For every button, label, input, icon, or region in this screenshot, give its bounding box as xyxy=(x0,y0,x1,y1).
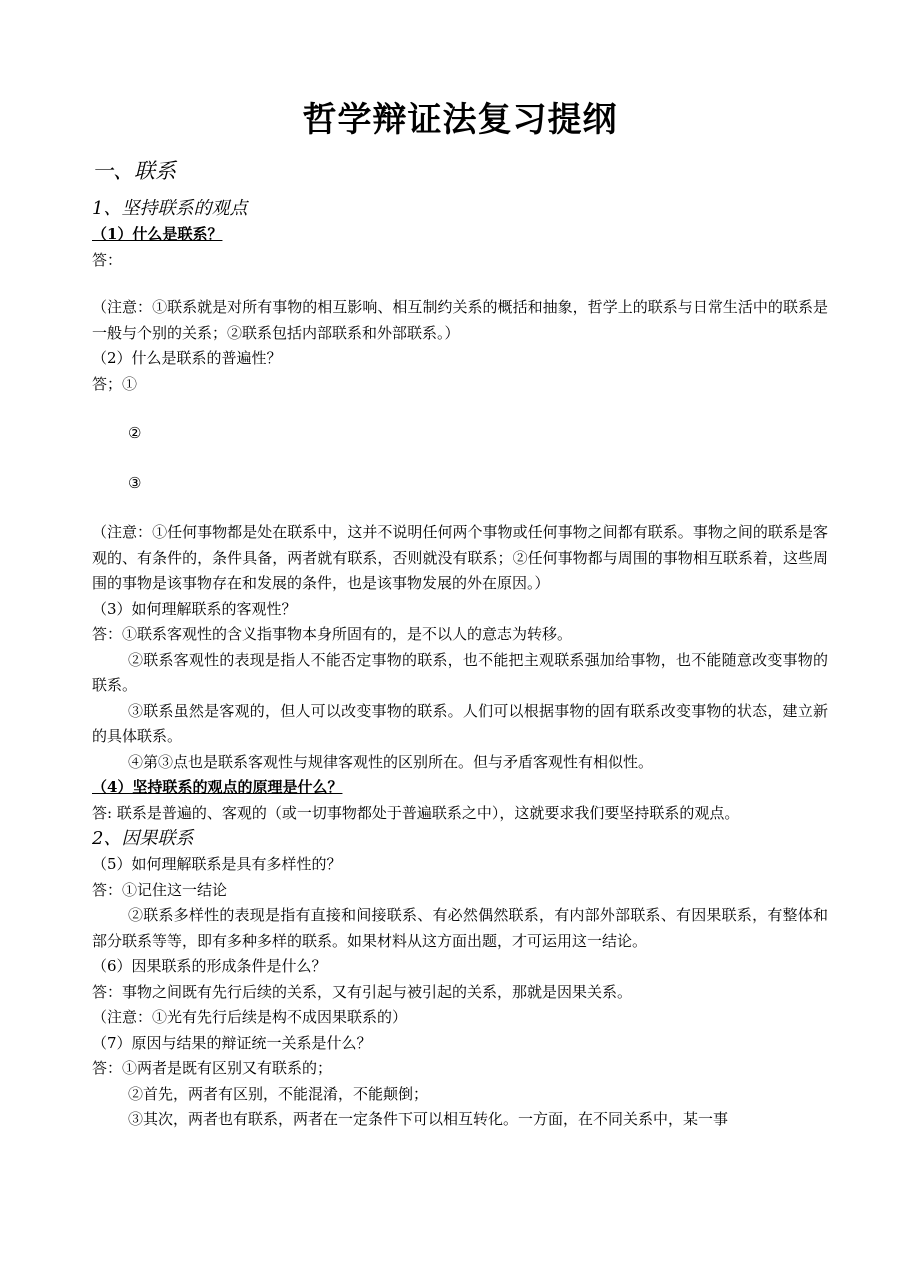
question-1 xyxy=(92,222,828,248)
answer-blank xyxy=(92,273,828,295)
answer-blank xyxy=(92,397,828,421)
answer-2-item-3: ③ xyxy=(128,473,142,492)
answer-7-item-3: ③其次，两者也有联系，两者在一定条件下可以相互转化。一方面，在不同关系中，某一事 xyxy=(128,1110,729,1128)
answer-blank xyxy=(92,447,828,471)
answer-3-item-1: 答：①联系客观性的含义指事物本身所固有的，是不以人的意志为转移。 xyxy=(92,625,573,643)
answer-7-item-2: ②首先，两者有区别，不能混淆，不能颠倒； xyxy=(128,1084,429,1103)
note-6: （注意：①光有先行后续是构不成因果联系的） xyxy=(92,1008,408,1026)
document-title: 哲学辩证法复习提纲 xyxy=(302,100,618,140)
question-4 xyxy=(92,775,828,801)
answer-blank xyxy=(92,496,828,520)
question-6: （6）因果联系的形成条件是什么？ xyxy=(92,957,327,975)
answer-5-item-1: 答：①记住这一结论 xyxy=(92,880,228,899)
document-body xyxy=(92,156,828,1133)
note-2: （注意：①任何事物都是处在联系中，这并不说明任何两个事物或任何事物之间都有联系。事物之间的联系是客观的、有条件的，条件具备，两者就有联系，否则就没有联系；②任何事物都与周围的事物相互联系着，这些周围的事物是该事物存在和发展的条件，也是该事物发展的外在原因。） xyxy=(92,523,828,592)
answer-4: 答: 联系是普遍的、客观的（或一切事物都处于普遍联系之中），这就要求我们要坚持联系的观点。 xyxy=(92,803,740,822)
question-5: （5）如何理解联系是具有多样性的？ xyxy=(92,855,342,873)
question-3: （3）如何理解联系的客观性？ xyxy=(92,599,297,618)
section-heading-connection: 一、联系 xyxy=(92,159,176,183)
answer-6: 答：事物之间既有先行后续的关系，又有引起与被引起的关系，那就是因果关系。 xyxy=(92,982,633,1001)
answer-1: 答： xyxy=(92,250,123,269)
question-4-text: （4）坚持联系的观点的原理是什么？ xyxy=(92,778,343,796)
answer-7-item-1: 答：①两者是既有区别又有联系的； xyxy=(92,1059,333,1077)
answer-5-item-2: ②联系多样性的表现是指有直接和间接联系、有必然偶然联系，有内部外部联系、有因果联系，有整体和部分联系等等，即有多种多样的联系。如果材料从这方面出题，才可运用这一结论。 xyxy=(92,906,828,950)
question-1-text: （1）什么是联系？ xyxy=(92,225,223,243)
question-7: （7）原因与结果的辩证统一关系是什么？ xyxy=(92,1033,372,1052)
answer-3-item-3: ③联系虽然是客观的，但人可以改变事物的联系。人们可以根据事物的固有联系改变事物的状态，建立新的具体联系。 xyxy=(92,701,828,745)
subsection-heading-1: 1、坚持联系的观点 xyxy=(92,198,248,219)
question-2: （2）什么是联系的普遍性？ xyxy=(92,349,282,367)
answer-3-item-2: ②联系客观性的表现是指人不能否定事物的联系，也不能把主观联系强加给事物，也不能随意改变事物的联系。 xyxy=(92,650,828,694)
answer-2-item-1: 答；① xyxy=(92,374,138,393)
note-1: （注意：①联系就是对所有事物的相互影响、相互制约关系的概括和抽象，哲学上的联系与日常生活中的联系是一般与个别的关系；②联系包括内部联系和外部联系。） xyxy=(92,298,828,342)
answer-3-item-4: ④第③点也是联系客观性与规律客观性的区别所在。但与矛盾客观性有相似性。 xyxy=(128,752,654,771)
answer-2-item-2: ② xyxy=(128,424,142,442)
subsection-heading-2: 2、因果联系 xyxy=(92,828,194,849)
